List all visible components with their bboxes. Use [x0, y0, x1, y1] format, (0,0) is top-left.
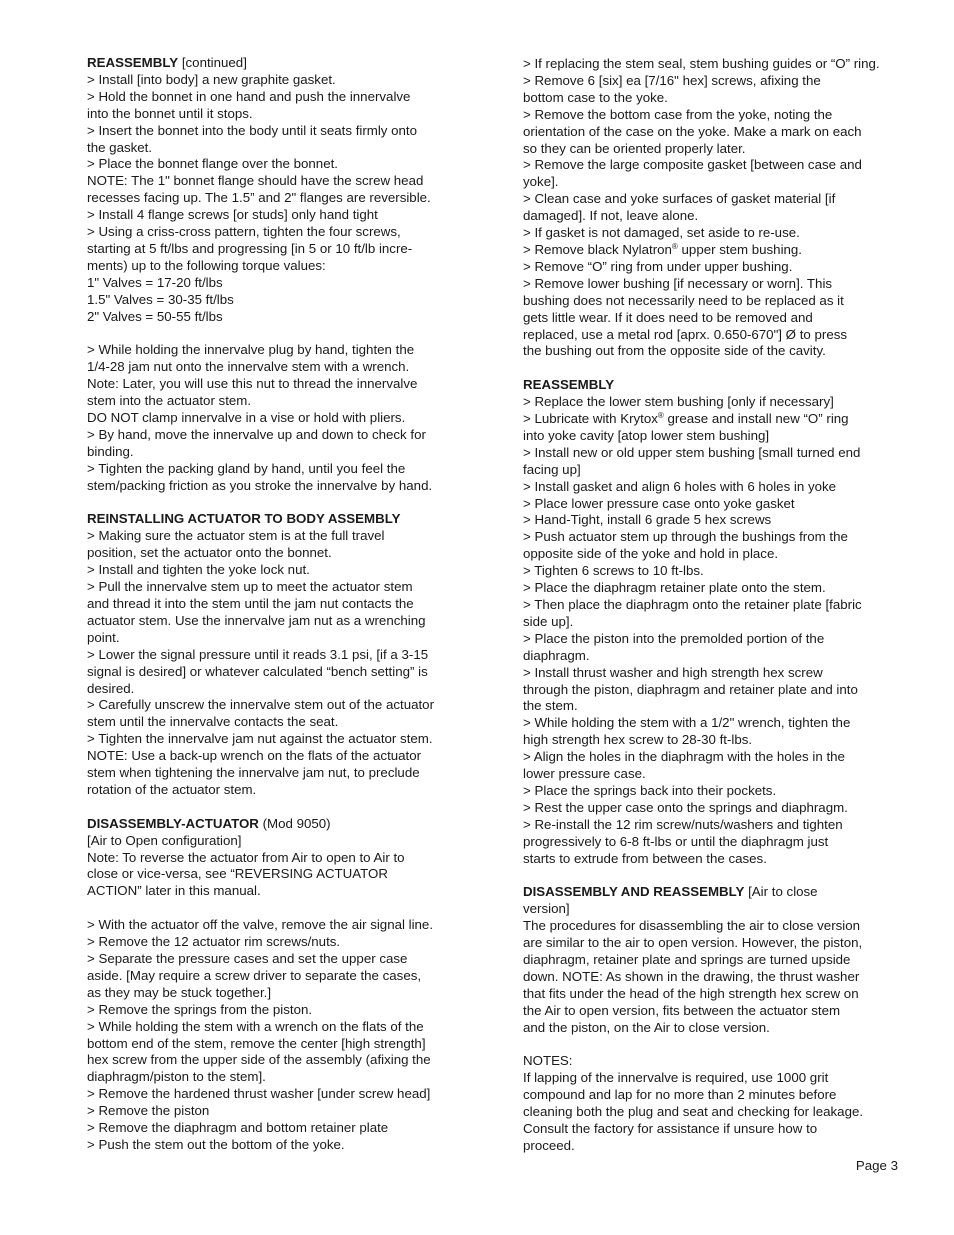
text-line [87, 461, 472, 478]
line-text: as they may be stuck together.] [87, 984, 272, 1000]
line-text: through the piston, diaphragm and retainer plate and into [523, 681, 858, 697]
blank-line [523, 360, 899, 377]
line-text: the bushing out from the opposite side of the cavity. [523, 343, 826, 359]
line-text: version] [523, 901, 570, 917]
text-line [523, 580, 899, 597]
text-line [87, 562, 472, 579]
text-line [523, 174, 899, 191]
line-text: recesses facing up. The 1.5” and 2" flanges are reversible. [87, 190, 431, 206]
text-line [523, 208, 899, 225]
line-text: ments) up to the following torque values: [87, 257, 326, 273]
line-text: > Replace the lower stem bushing [only if necessary] [523, 394, 834, 410]
text-line [87, 934, 472, 951]
text-line [523, 512, 899, 529]
section-heading: DISASSEMBLY-ACTUATOR [87, 815, 259, 831]
blank-line [87, 495, 472, 512]
text-line [523, 766, 899, 783]
text-line [87, 630, 472, 647]
text-line [523, 969, 899, 986]
text-line [87, 528, 472, 545]
text-line [523, 918, 899, 935]
line-text: > Place the springs back into their pockets. [523, 782, 777, 798]
text-line [87, 866, 472, 883]
line-text: bottom end of the stem, remove the center [high strength] [87, 1035, 426, 1051]
text-line [523, 597, 899, 614]
text-line [523, 851, 899, 868]
line-text: close or vice-versa, see “REVERSING ACTUATOR [87, 866, 388, 882]
text-line [523, 783, 899, 800]
text-line [523, 834, 899, 851]
text-line [523, 1138, 899, 1155]
section-heading: REASSEMBLY [87, 55, 179, 70]
section-heading: REINSTALLING ACTUATOR TO BODY ASSEMBLY [87, 511, 401, 527]
registered-mark: ® [657, 411, 664, 421]
line-text: grease and install new “O” ring [663, 411, 849, 427]
line-text: the Air to open version, fits between the actuator stem [523, 1002, 841, 1018]
text-line [87, 714, 472, 731]
text-line [523, 1104, 899, 1121]
text-line [87, 883, 472, 900]
line-text: proceed. [523, 1137, 575, 1153]
text-line [523, 276, 899, 293]
text-line [87, 444, 472, 461]
section-heading-line [87, 816, 472, 833]
line-text: > Tighten the innervalve jam nut against the actuator stem. [87, 731, 433, 747]
text-line [523, 242, 899, 259]
text-line [523, 715, 899, 732]
text-line [523, 327, 899, 344]
text-line [87, 410, 472, 427]
line-text: > Remove black Nylatron [523, 241, 672, 257]
text-line [87, 968, 472, 985]
line-text: (Mod 9050) [258, 815, 331, 831]
line-text: > Separate the pressure cases and set the upper case [87, 950, 408, 966]
line-text: NOTES: [523, 1053, 573, 1069]
text-line [87, 106, 472, 123]
line-text: ACTION” later in this manual. [87, 883, 261, 899]
line-text: > While holding the stem with a wrench on the flats of the [87, 1018, 424, 1034]
line-text: > With the actuator off the valve, remove the air signal line. [87, 917, 434, 933]
line-text: aside. [May require a screw driver to separate the cases, [87, 967, 422, 983]
text-line [87, 833, 472, 850]
blank-line [523, 867, 899, 884]
text-line [87, 292, 472, 309]
line-text: > Re-install the 12 rim screw/nuts/washers and tighten [523, 816, 843, 832]
text-line [87, 173, 472, 190]
line-text: starts to extrude from between the cases. [523, 850, 767, 866]
text-line [523, 310, 899, 327]
text-line [523, 496, 899, 513]
text-line [523, 563, 899, 580]
text-line [87, 241, 472, 258]
text-line [87, 258, 472, 275]
line-text: 1/4-28 jam nut onto the innervalve stem with a wrench. [87, 359, 410, 375]
text-line [87, 545, 472, 562]
line-text: > Remove the piston [87, 1103, 210, 1119]
line-text: > Place the diaphragm retainer plate onto the stem. [523, 580, 826, 596]
line-text: bushing does not necessarily need to be replaced as it [523, 292, 844, 308]
line-text: [Air to Open configuration] [87, 832, 242, 848]
text-line [87, 850, 472, 867]
text-line [523, 682, 899, 699]
text-line [87, 782, 472, 799]
text-line [523, 428, 899, 445]
line-text: 1.5" Valves = 30-35 ft/lbs [87, 291, 234, 307]
line-text: > Install new or old upper stem bushing [small turned end [523, 444, 861, 460]
line-text: down. NOTE: As shown in the drawing, the thrust washer [523, 968, 860, 984]
line-text: > Remove the hardened thrust washer [under screw head] [87, 1086, 431, 1102]
text-line [87, 309, 472, 326]
line-text: stem until the innervalve contacts the seat. [87, 714, 339, 730]
text-line [523, 529, 899, 546]
text-line [523, 648, 899, 665]
text-line [87, 140, 472, 157]
text-line [523, 952, 899, 969]
line-text: > Place the piston into the premolded portion of the [523, 630, 825, 646]
line-text: lower pressure case. [523, 766, 646, 782]
line-text: bottom case to the yoke. [523, 89, 668, 105]
section-heading-line [523, 884, 899, 901]
text-line [523, 157, 899, 174]
text-line [87, 224, 472, 241]
line-text: > Align the holes in the diaphragm with the holes in the [523, 749, 845, 765]
line-text: If lapping of the innervalve is required, use 1000 grit [523, 1070, 829, 1086]
text-line [87, 1019, 472, 1036]
line-text: > Remove the bottom case from the yoke, noting the [523, 106, 833, 122]
line-text: Note: To reverse the actuator from Air to open to Air to [87, 849, 405, 865]
line-text: NOTE: Use a back-up wrench on the flats of the actuator [87, 748, 422, 764]
line-text: > Then place the diaphragm onto the retainer plate [fabric [523, 596, 862, 612]
text-line [523, 73, 899, 90]
line-text: > Remove the large composite gasket [between case and [523, 157, 862, 173]
line-text: DO NOT clamp innervalve in a vise or hold with pliers. [87, 410, 406, 426]
line-text: NOTE: The 1" bonnet flange should have the screw head [87, 173, 424, 189]
text-line [87, 207, 472, 224]
line-text: stem when tightening the innervalve jam nut, to preclude [87, 765, 420, 781]
text-line [523, 462, 899, 479]
text-line [87, 1002, 472, 1019]
line-text: gets little wear. If it does need to be removed and [523, 309, 813, 325]
line-text: > Using a criss-cross pattern, tighten the four screws, [87, 224, 401, 240]
line-text: compound and lap for no more than 2 minutes before [523, 1087, 837, 1103]
line-text: > While holding the innervalve plug by hand, tighten the [87, 342, 415, 358]
line-text: > Install 4 flange screws [or studs] only hand tight [87, 207, 378, 223]
text-line [87, 359, 472, 376]
line-text: point. [87, 629, 120, 645]
line-text: diaphragm, retainer plate and springs are turned upside [523, 952, 851, 967]
line-text: Note: Later, you will use this nut to thread the innervalve [87, 376, 418, 392]
line-text: into the bonnet until it stops. [87, 105, 253, 121]
text-line [87, 275, 472, 292]
line-text: upper stem bushing. [677, 241, 803, 257]
line-text: > Clean case and yoke surfaces of gasket material [if [523, 191, 836, 207]
text-line [523, 1121, 899, 1138]
line-text: > Remove lower bushing [if necessary or worn]. This [523, 275, 833, 291]
text-line [87, 596, 472, 613]
line-text: signal is desired] or whatever calculated “bench setting” is [87, 663, 428, 679]
text-line [87, 342, 472, 359]
line-text: > Remove “O” ring from under upper bushing. [523, 258, 793, 274]
line-text: 1" Valves = 17-20 ft/lbs [87, 274, 223, 290]
line-text: into yoke cavity [atop lower stem bushing] [523, 427, 770, 443]
line-text: > Lower the signal pressure until it reads 3.1 psi, [if a 3-15 [87, 646, 429, 662]
line-text: > Remove the 12 actuator rim screws/nuts. [87, 934, 341, 950]
right-text-column [523, 56, 899, 1155]
text-line [523, 259, 899, 276]
line-text: binding. [87, 443, 134, 459]
line-text: > Tighten 6 screws to 10 ft-lbs. [523, 563, 704, 579]
text-line [87, 731, 472, 748]
line-text: stem/packing friction as you stroke the innervalve by hand. [87, 477, 433, 493]
text-line [87, 478, 472, 495]
line-text: > Remove 6 [six] ea [7/16" hex] screws, afixing the [523, 72, 821, 88]
text-line [87, 1052, 472, 1069]
line-text: > Lubricate with Krytox [523, 411, 658, 427]
blank-line [523, 1037, 899, 1054]
section-heading: REASSEMBLY [523, 377, 615, 393]
line-text: > If replacing the stem seal, stem bushing guides or “O” ring. [523, 56, 880, 71]
text-line [87, 1036, 472, 1053]
line-text: desired. [87, 680, 135, 696]
text-line [523, 107, 899, 124]
line-text: > Making sure the actuator stem is at the full travel [87, 528, 385, 544]
text-line [87, 748, 472, 765]
text-line [523, 56, 899, 73]
text-line [523, 1020, 899, 1037]
text-line [523, 698, 899, 715]
blank-line [87, 326, 472, 343]
text-line [87, 664, 472, 681]
line-text: > Carefully unscrew the innervalve stem out of the actuator [87, 697, 435, 713]
text-line [523, 124, 899, 141]
text-line [87, 72, 472, 89]
line-text: and the piston, on the Air to close version. [523, 1019, 770, 1035]
line-text: so they can be oriented properly later. [523, 140, 746, 156]
line-text: diaphragm/piston to the stem]. [87, 1069, 266, 1085]
line-text: > Hand-Tight, install 6 grade 5 hex screws [523, 512, 772, 528]
line-text: yoke]. [523, 174, 559, 190]
line-text: > If gasket is not damaged, set aside to re-use. [523, 225, 800, 241]
text-line [87, 1103, 472, 1120]
text-line [523, 749, 899, 766]
line-text: > Remove the diaphragm and bottom retainer plate [87, 1120, 389, 1136]
line-text: > Insert the bonnet into the body until it seats firmly onto [87, 122, 418, 138]
page-number: Page 3 [855, 1158, 898, 1173]
text-line [523, 1087, 899, 1104]
line-text: high strength hex screw to 28-30 ft-lbs. [523, 732, 753, 748]
line-text: are similar to the air to open version. However, the piston, [523, 935, 863, 951]
text-line [87, 376, 472, 393]
text-line [523, 445, 899, 462]
line-text: progressively to 6-8 ft-lbs or until the diaphragm just [523, 833, 829, 849]
line-text: stem into the actuator stem. [87, 393, 252, 409]
text-line [523, 817, 899, 834]
text-line [87, 579, 472, 596]
text-line [523, 1053, 899, 1070]
line-text: that fits under the head of the high strength hex screw on [523, 985, 859, 1001]
text-line [87, 917, 472, 934]
text-line [523, 901, 899, 918]
line-text: the gasket. [87, 139, 153, 155]
line-text: > Place the bonnet flange over the bonnet. [87, 156, 338, 172]
line-text: > Hold the bonnet in one hand and push the innervalve [87, 88, 411, 104]
line-text: > Push actuator stem up through the bushings from the [523, 529, 848, 545]
text-line [523, 1070, 899, 1087]
line-text: 2" Valves = 50-55 ft/lbs [87, 308, 223, 324]
line-text: > Install thrust washer and high strength hex screw [523, 664, 823, 680]
text-line [523, 935, 899, 952]
text-line [523, 90, 899, 107]
section-heading-line [87, 511, 472, 528]
section-heading-line [523, 377, 899, 394]
text-line [523, 732, 899, 749]
line-text: starting at 5 ft/lbs and progressing [in 5 or 10 ft/lb incre- [87, 240, 413, 256]
text-line [523, 614, 899, 631]
line-text: > Place lower pressure case onto yoke gasket [523, 495, 795, 511]
line-text: rotation of the actuator stem. [87, 781, 257, 797]
text-line [87, 697, 472, 714]
text-line [523, 479, 899, 496]
line-text: facing up] [523, 461, 581, 477]
line-text: > Pull the innervalve stem up to meet the actuator stem [87, 579, 413, 595]
line-text: hex screw from the upper side of the assembly (afixing the [87, 1052, 431, 1068]
text-line [523, 293, 899, 310]
line-text: actuator stem. Use the innervalve jam nut as a wrenching [87, 612, 426, 628]
text-line [87, 951, 472, 968]
text-line [523, 411, 899, 428]
line-text: > By hand, move the innervalve up and down to check for [87, 426, 426, 442]
text-line [87, 1120, 472, 1137]
registered-mark: ® [671, 241, 678, 251]
line-text: > Push the stem out the bottom of the yoke. [87, 1136, 345, 1152]
text-line [87, 1069, 472, 1086]
text-line [87, 1137, 472, 1154]
line-text: orientation of the case on the yoke. Make a mark on each [523, 123, 862, 139]
line-text: Consult the factory for assistance if unsure how to [523, 1121, 818, 1137]
text-line [87, 427, 472, 444]
text-line [87, 985, 472, 1002]
text-line [523, 631, 899, 648]
text-line [523, 546, 899, 563]
text-line [523, 191, 899, 208]
line-text: The procedures for disassembling the air to close version [523, 918, 861, 934]
text-line [87, 156, 472, 173]
line-text: position, set the actuator onto the bonnet. [87, 545, 332, 561]
blank-line [87, 900, 472, 917]
text-line [87, 190, 472, 207]
text-line [87, 89, 472, 106]
blank-line [87, 799, 472, 816]
line-text: the stem. [523, 698, 578, 714]
section-heading: DISASSEMBLY AND REASSEMBLY [523, 884, 745, 900]
text-line [87, 393, 472, 410]
line-text: > While holding the stem with a 1/2" wrench, tighten the [523, 715, 851, 731]
line-text: > Rest the upper case onto the springs and diaphragm. [523, 799, 848, 815]
text-line [87, 123, 472, 140]
text-line [87, 1086, 472, 1103]
text-line [523, 665, 899, 682]
text-line [87, 681, 472, 698]
text-line [523, 343, 899, 360]
line-text: opposite side of the yoke and hold in place. [523, 546, 779, 562]
line-text: [Air to close [744, 884, 818, 900]
line-text: > Tighten the packing gland by hand, until you feel the [87, 460, 406, 476]
section-heading-line [87, 55, 472, 72]
text-line [87, 647, 472, 664]
line-text: [continued] [178, 55, 247, 70]
text-line [523, 394, 899, 411]
text-line [523, 1003, 899, 1020]
line-text: > Install [into body] a new graphite gasket. [87, 71, 336, 87]
text-line [523, 800, 899, 817]
line-text: diaphragm. [523, 647, 590, 663]
line-text: > Install and tighten the yoke lock nut. [87, 562, 310, 578]
line-text: cleaning both the plug and seat and checking for leakage. [523, 1104, 864, 1120]
text-line [87, 765, 472, 782]
text-line [523, 225, 899, 242]
line-text: damaged]. If not, leave alone. [523, 208, 699, 224]
line-text: > Remove the springs from the piston. [87, 1001, 313, 1017]
line-text: and thread it into the stem until the jam nut contacts the [87, 595, 414, 611]
text-line [87, 613, 472, 630]
line-text: replaced, use a metal rod [aprx. 0.650-670"] Ø to press [523, 326, 848, 342]
text-line [523, 141, 899, 158]
line-text: > Install gasket and align 6 holes with 6 holes in yoke [523, 478, 837, 494]
text-line [523, 986, 899, 1003]
line-text: side up]. [523, 613, 574, 629]
left-text-column [87, 55, 472, 1154]
